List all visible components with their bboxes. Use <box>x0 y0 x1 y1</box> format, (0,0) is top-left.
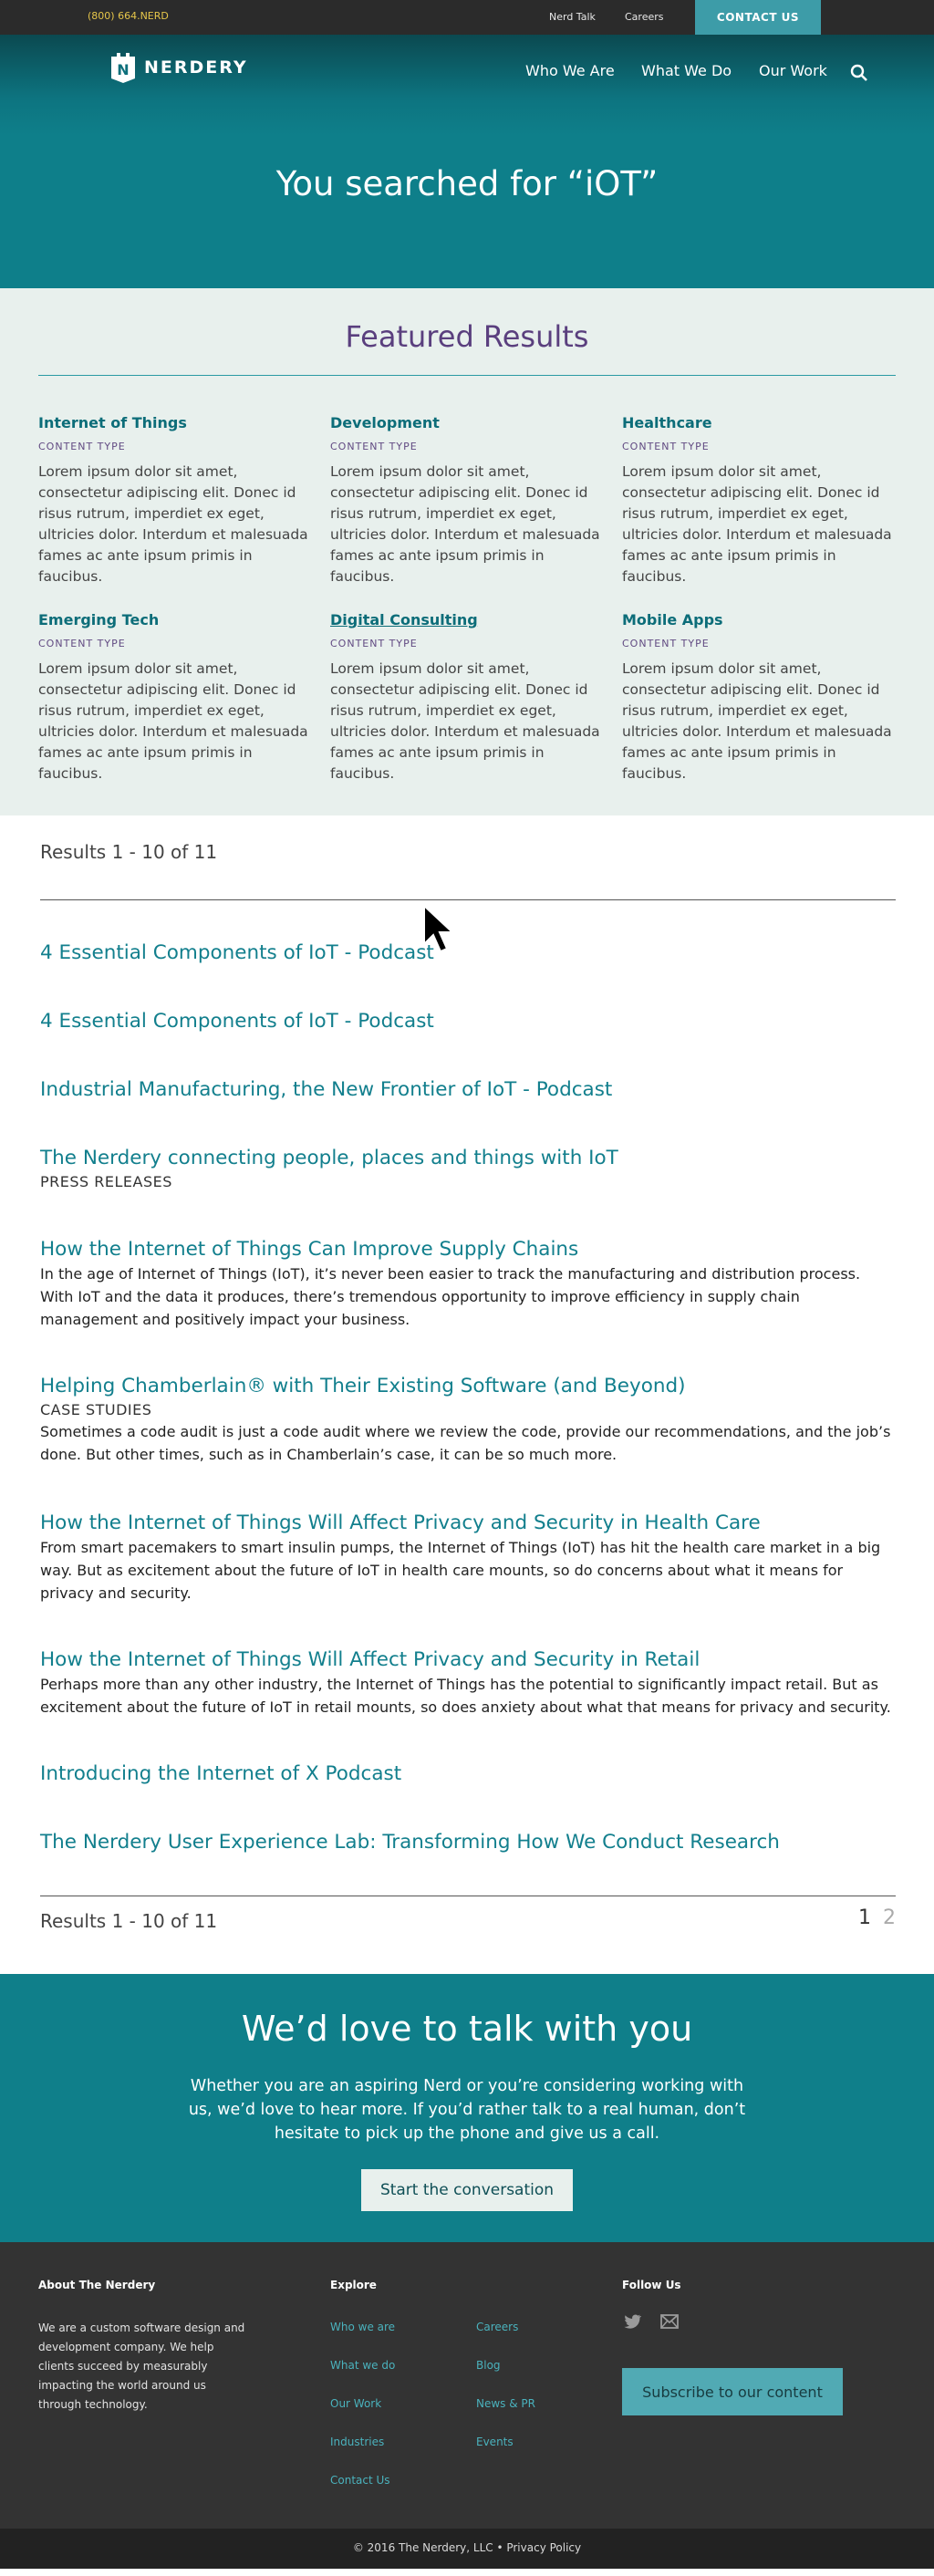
search-result <box>40 1648 898 1719</box>
featured-card <box>622 414 900 587</box>
footer-link-contact-us[interactable]: Contact Us <box>330 2474 390 2487</box>
footer-follow-heading: Follow Us <box>622 2279 681 2291</box>
footer-link-our-work[interactable]: Our Work <box>330 2397 382 2410</box>
footer-link-who-we-are[interactable]: Who we are <box>330 2321 396 2333</box>
results-divider-top <box>40 899 896 900</box>
search-results-title: You searched for “iOT” <box>275 164 659 203</box>
search-results-list <box>0 815 934 1974</box>
careers-link[interactable]: Careers <box>625 11 664 23</box>
featured-card-description: Lorem ipsum dolor sit amet, consectetur adipiscing elit. Donec id risus rutrum, imperdiet ex eget, ultricies dolor. Interdum et malesuada fames ac ante ipsum primis in faucibus. <box>38 463 308 585</box>
search-icon[interactable] <box>850 64 868 82</box>
featured-card-type: CONTENT TYPE <box>38 441 126 452</box>
featured-card <box>330 611 608 784</box>
featured-card-description: Lorem ipsum dolor sit amet, consectetur adipiscing elit. Donec id risus rutrum, imperdiet ex eget, ultricies dolor. Interdum et malesuada fames ac ante ipsum primis in faucibus. <box>38 660 308 782</box>
footer-link-blog[interactable]: Blog <box>476 2359 501 2372</box>
cta-body: Whether you are an aspiring Nerd or you’re considering working with us, we’d love to hear more. If you’d rather talk to a real human, don’t hesitate to pick up the phone and give us a call. <box>188 2077 746 2143</box>
nerdery-logo-icon <box>109 51 137 84</box>
search-result <box>40 1375 898 1466</box>
hero-header <box>0 35 934 288</box>
search-result <box>40 1762 898 1785</box>
search-result <box>40 1078 898 1101</box>
twitter-icon[interactable] <box>622 2311 642 2332</box>
footer-about-heading: About The Nerdery <box>38 2279 156 2291</box>
featured-card-title[interactable]: Healthcare <box>622 414 712 431</box>
search-result <box>40 1238 898 1331</box>
cta-heading: We’d love to talk with you <box>241 2009 693 2049</box>
featured-results-section <box>0 288 934 815</box>
featured-card-description: Lorem ipsum dolor sit amet, consectetur adipiscing elit. Donec id risus rutrum, imperdiet ex eget, ultricies dolor. Interdum et malesuada fames ac ante ipsum primis in faucibus. <box>622 463 892 585</box>
footer-link-news-pr[interactable]: News & PR <box>476 2397 535 2410</box>
featured-card-type: CONTENT TYPE <box>38 638 126 649</box>
footer-link-industries[interactable]: Industries <box>330 2436 385 2448</box>
search-result <box>40 1010 898 1033</box>
phone-number[interactable]: (800) 664.NERD <box>88 10 169 22</box>
search-result-snippet: From smart pacemakers to smart insulin pumps, the Internet of Things (IoT) has hit the health care market in a big way. But as excitement about the future of IoT in health care mounts, so do concerns about what it means for privacy and security. <box>40 1539 881 1602</box>
pagination-page-current[interactable]: 1 <box>858 1906 871 1929</box>
email-icon[interactable] <box>659 2311 680 2332</box>
utility-bar <box>0 0 934 35</box>
footer-link-what-we-do[interactable]: What we do <box>330 2359 396 2372</box>
search-result-title[interactable]: How the Internet of Things Will Affect Privacy and Security in Health Care <box>40 1511 761 1534</box>
featured-card <box>622 611 900 784</box>
search-result-title[interactable]: Helping Chamberlain® with Their Existing Software (and Beyond) <box>40 1375 686 1397</box>
copyright-text[interactable]: © 2016 The Nerdery, LLC • Privacy Policy <box>352 2541 582 2554</box>
start-conversation-button[interactable]: Start the conversation <box>361 2169 573 2211</box>
featured-card-description: Lorem ipsum dolor sit amet, consectetur adipiscing elit. Donec id risus rutrum, imperdiet ex eget, ultricies dolor. Interdum et malesuada fames ac ante ipsum primis in faucibus. <box>330 660 600 782</box>
featured-card-title[interactable]: Development <box>330 414 440 431</box>
nerd-talk-link[interactable]: Nerd Talk <box>549 11 596 23</box>
pagination-page-2[interactable]: 2 <box>883 1906 896 1929</box>
results-count-bottom: Results 1 - 10 of 11 <box>40 1910 218 1932</box>
search-result-title[interactable]: 4 Essential Components of IoT - Podcast <box>40 941 434 964</box>
search-result-snippet: Sometimes a code audit is just a code audit where we review the code, provide our recommendations, and the job’s done. But other times, such as in Chamberlain’s case, it can be so much more. <box>40 1423 891 1463</box>
featured-card-description: Lorem ipsum dolor sit amet, consectetur adipiscing elit. Donec id risus rutrum, imperdiet ex eget, ultricies dolor. Interdum et malesuada fames ac ante ipsum primis in faucibus. <box>622 660 892 782</box>
search-result-title[interactable]: The Nerdery User Experience Lab: Transforming How We Conduct Research <box>40 1831 780 1854</box>
featured-results-heading: Featured Results <box>345 319 589 354</box>
search-result-title[interactable]: 4 Essential Components of IoT - Podcast <box>40 1010 434 1033</box>
search-result <box>40 1147 898 1190</box>
search-result <box>40 1511 898 1605</box>
logo-wordmark: NERDERY <box>144 57 248 78</box>
featured-card-description: Lorem ipsum dolor sit amet, consectetur adipiscing elit. Donec id risus rutrum, imperdiet ex eget, ultricies dolor. Interdum et malesuada fames ac ante ipsum primis in faucibus. <box>330 463 600 585</box>
site-footer <box>0 2242 934 2529</box>
search-result-title[interactable]: The Nerdery connecting people, places and things with IoT <box>40 1147 618 1169</box>
results-count-top: Results 1 - 10 of 11 <box>40 841 218 863</box>
svg-text:N: N <box>117 61 130 78</box>
search-result-title[interactable]: How the Internet of Things Can Improve Supply Chains <box>40 1238 579 1261</box>
search-result <box>40 941 898 964</box>
footer-link-careers[interactable]: Careers <box>476 2321 519 2333</box>
subscribe-button[interactable]: Subscribe to our content <box>622 2368 843 2415</box>
featured-card <box>330 414 608 587</box>
featured-card-type: CONTENT TYPE <box>330 441 418 452</box>
featured-card-title[interactable]: Mobile Apps <box>622 611 723 628</box>
footer-link-events[interactable]: Events <box>476 2436 514 2448</box>
search-result-title[interactable]: Industrial Manufacturing, the New Frontier of IoT - Podcast <box>40 1078 613 1101</box>
featured-card-title[interactable]: Emerging Tech <box>38 611 160 628</box>
search-result-title[interactable]: How the Internet of Things Will Affect Privacy and Security in Retail <box>40 1648 700 1671</box>
featured-divider <box>38 375 896 376</box>
search-result-title[interactable]: Introducing the Internet of X Podcast <box>40 1762 402 1785</box>
featured-card-type: CONTENT TYPE <box>622 638 710 649</box>
search-result-category: CASE STUDIES <box>40 1401 152 1418</box>
footer-about-text: We are a custom software design and development company. We help clients succeed by measurably impacting the world around us through technology. <box>38 2322 245 2411</box>
contact-cta-section <box>0 1974 934 2242</box>
footer-explore-heading: Explore <box>330 2279 377 2291</box>
featured-card <box>38 414 317 587</box>
featured-card <box>38 611 317 784</box>
contact-us-button[interactable]: CONTACT US <box>695 0 821 35</box>
nav-our-work[interactable]: Our Work <box>759 62 827 79</box>
search-result-snippet: In the age of Internet of Things (IoT), it’s never been easier to track the manufacturing and distribution process. With IoT and the data it produces, there’s tremendous opportunity to improve efficiency in supply chain management and positively impact your business. <box>40 1265 861 1328</box>
featured-card-type: CONTENT TYPE <box>330 638 418 649</box>
search-result <box>40 1831 898 1854</box>
copyright-bar <box>0 2529 934 2569</box>
featured-card-type: CONTENT TYPE <box>622 441 710 452</box>
search-result-snippet: Perhaps more than any other industry, the Internet of Things has the potential to significantly impact retail. But as excitement about the future of IoT in retail mounts, so does anxiety about what that means for privacy and security. <box>40 1676 891 1716</box>
nav-what-we-do[interactable]: What We Do <box>641 62 732 79</box>
featured-card-title[interactable]: Digital Consulting <box>330 611 478 628</box>
nav-who-we-are[interactable]: Who We Are <box>525 62 615 79</box>
featured-card-title[interactable]: Internet of Things <box>38 414 187 431</box>
search-result-category: PRESS RELEASES <box>40 1173 172 1190</box>
site-logo[interactable] <box>109 51 248 84</box>
